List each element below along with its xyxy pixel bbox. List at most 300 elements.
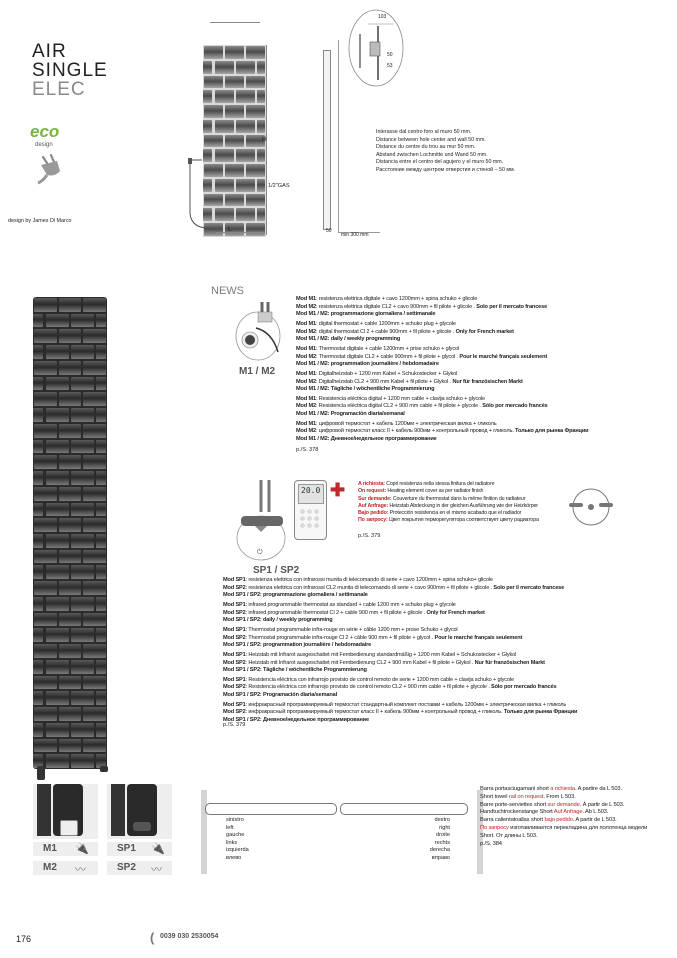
towel-text: . Ab L 503. bbox=[582, 809, 609, 816]
spec-line bbox=[223, 709, 577, 717]
spec-line bbox=[223, 635, 577, 643]
towel-highlight: По запросу bbox=[480, 824, 509, 831]
radiator-tile bbox=[246, 164, 265, 177]
radiator-tile bbox=[83, 581, 106, 595]
spec-note: Only for French market bbox=[454, 328, 514, 335]
radiator-tile bbox=[246, 105, 265, 118]
radiator-tile bbox=[71, 723, 94, 737]
spec-group bbox=[223, 577, 577, 600]
spec-code: Mod M1 / M2 bbox=[296, 411, 328, 418]
spec-text: : инфракрасный программируемый термостат стандартный комплект поставки + кабель 1200мм + электрическая вилка + гликоль bbox=[245, 701, 567, 708]
phone-number: 0039 030 2530054 bbox=[160, 933, 219, 940]
radiator-tile bbox=[96, 314, 106, 328]
finish-label: On request: bbox=[358, 488, 387, 495]
spec-line bbox=[223, 592, 577, 600]
radiator-valve bbox=[37, 766, 45, 780]
svg-text:⏻: ⏻ bbox=[257, 548, 263, 556]
radiator-tile bbox=[83, 298, 106, 312]
spec-code: Mod SP2 bbox=[223, 709, 246, 716]
finish-line bbox=[358, 488, 539, 495]
spec-note: Pour le marché français seulement bbox=[433, 634, 523, 641]
radiator-tile bbox=[71, 503, 94, 517]
spec-group bbox=[296, 396, 588, 419]
radiator-tile bbox=[33, 534, 43, 548]
towel-rail-left bbox=[205, 803, 337, 815]
spec-note: : programmazione giornaliera / settimanale bbox=[327, 311, 436, 318]
spec-text: : цифровой термостат класс II + кабель 900мм + контрольный провод + гликоль. bbox=[315, 428, 514, 435]
news-label: NEWS bbox=[211, 285, 244, 297]
radiator-front-tiles bbox=[203, 45, 266, 237]
towel-text: . À partir de L 503. bbox=[579, 801, 625, 808]
radiator-tile bbox=[257, 90, 266, 103]
m1-label: M1 bbox=[43, 843, 57, 854]
remote-control bbox=[294, 480, 327, 540]
label-L: L bbox=[228, 226, 232, 233]
m-label: M1 / M2 bbox=[239, 366, 276, 377]
spec-code: Mod M1 bbox=[296, 345, 316, 352]
spec-code: Mod SP1 / SP2 bbox=[223, 592, 260, 599]
spec-line bbox=[223, 627, 577, 635]
spec-note: Pour le marché français seulement bbox=[457, 353, 548, 360]
spec-code: Mod SP1 bbox=[223, 626, 246, 633]
radiator-tile bbox=[34, 518, 57, 532]
radiator-tile bbox=[71, 534, 94, 548]
sp-label: SP1 / SP2 bbox=[253, 565, 300, 576]
radiator-tile bbox=[59, 392, 82, 406]
spec-line bbox=[223, 667, 577, 675]
radiator-tile bbox=[225, 105, 244, 118]
radiator-tile bbox=[34, 361, 57, 375]
spec-note: Sólo por mercado francés bbox=[480, 403, 548, 410]
towel-line bbox=[480, 825, 660, 841]
radiator-tile bbox=[215, 208, 234, 221]
spec-note: Solo per il mercato francese bbox=[474, 303, 548, 310]
sp1-row bbox=[107, 842, 172, 856]
spec-note: : daily / weekly programming bbox=[327, 336, 401, 343]
finish-text: Цвет покрытия терморегулятора соответствует цвету радиатора bbox=[387, 517, 539, 524]
spec-code: Mod M1 bbox=[296, 296, 316, 302]
finish-label: A richiesta: bbox=[358, 481, 385, 487]
title-line-1: AIR bbox=[32, 41, 67, 62]
sp2-row bbox=[107, 861, 172, 875]
spec-code: Mod SP2 bbox=[223, 634, 246, 641]
radiator-tile bbox=[246, 46, 265, 59]
spec-line bbox=[296, 296, 588, 304]
right-word: right bbox=[439, 824, 450, 831]
m2-label: M2 bbox=[43, 862, 57, 873]
sp2-label: SP2 bbox=[117, 862, 136, 873]
radiator-tile bbox=[215, 120, 234, 133]
finish-text: Protección resistencia en el mismo acabado que el radiador bbox=[388, 510, 522, 517]
left-word: sinistro bbox=[226, 817, 244, 823]
spec-line bbox=[223, 577, 577, 585]
radiator-tile bbox=[34, 550, 57, 564]
spec-note: Только для рынка Франции bbox=[502, 709, 578, 716]
radiator-tile bbox=[34, 707, 57, 721]
radiator-tile bbox=[33, 660, 43, 674]
radiator-tile bbox=[34, 392, 57, 406]
radiator-tile bbox=[257, 208, 266, 221]
phone-icon: ( bbox=[150, 930, 155, 945]
finish-label: По запросу: bbox=[358, 517, 388, 524]
radiator-tiles bbox=[33, 297, 107, 769]
remote-display-value: 20.0 bbox=[301, 486, 321, 495]
radiator-tile bbox=[71, 660, 94, 674]
eco-text: eco bbox=[30, 122, 60, 141]
radiator-tile bbox=[71, 628, 94, 642]
thumb-sp-bar-1 bbox=[111, 784, 125, 836]
distance-note: Расстояние между центром отверстия и стеной – 50 мм. bbox=[376, 166, 516, 173]
towel-rail-right bbox=[340, 803, 468, 815]
spec-line bbox=[296, 321, 588, 329]
finish-line bbox=[358, 517, 539, 524]
spec-line bbox=[296, 346, 588, 354]
sp1-label: SP1 bbox=[117, 843, 136, 854]
distance-note: Interasse dal centro foro al muro 50 mm. bbox=[376, 129, 472, 135]
spec-note: Nur für französischen Markt bbox=[473, 659, 545, 666]
radiator-tile bbox=[236, 61, 255, 74]
radiator-tile bbox=[71, 377, 94, 391]
spec-code: Mod SP2 bbox=[223, 659, 246, 666]
spec-note: Only for French market bbox=[425, 609, 485, 616]
radiator-tile bbox=[46, 754, 69, 768]
radiator-tile bbox=[33, 503, 43, 517]
radiator-tile bbox=[96, 723, 106, 737]
radiator-tile bbox=[83, 424, 106, 438]
radiator-tile bbox=[34, 644, 57, 658]
radiator-tile bbox=[204, 76, 223, 89]
radiator-tile bbox=[96, 408, 106, 422]
finish-label: Bajo pedido: bbox=[358, 510, 389, 517]
towel-line bbox=[480, 817, 660, 825]
spec-group bbox=[296, 346, 588, 369]
radiator-tile bbox=[59, 424, 82, 438]
m-page-ref: p./S. 378 bbox=[296, 447, 319, 453]
title-line-2: SINGLE bbox=[32, 60, 108, 81]
radiator-tile bbox=[83, 644, 106, 658]
radiator-tile bbox=[257, 61, 266, 74]
radiator-tile bbox=[257, 179, 266, 192]
spec-text: : Resistencia eléctrica digital + 1200 mm cable + clavija schuko + glycole bbox=[315, 395, 485, 402]
radiator-tile bbox=[46, 723, 69, 737]
radiator-tile bbox=[203, 61, 212, 74]
spec-group bbox=[223, 677, 577, 700]
spec-line bbox=[223, 677, 577, 685]
towel-text: Handtuchtrockenstange Short bbox=[480, 809, 554, 816]
spec-code: Mod M2 bbox=[296, 378, 316, 385]
distance-notes bbox=[376, 129, 515, 175]
dim-50: 50 bbox=[387, 52, 393, 58]
radiator-tile bbox=[71, 691, 94, 705]
spec-text: : Thermostat programmable infra-rouge Cl 2 + câble 900 mm + fil pilote + glycol . bbox=[245, 634, 434, 641]
radiator-tile bbox=[246, 223, 265, 236]
m1-row bbox=[33, 842, 98, 856]
finish-text: Heating element cover as per radiator finish bbox=[386, 488, 484, 495]
phone-block bbox=[150, 931, 230, 945]
spec-text: : infrared programmable thermostat as standard + cable 1200 mm + schuko plug + glycole bbox=[245, 601, 456, 608]
radiator-tile bbox=[59, 739, 82, 753]
towel-page-ref: p./S. 384 bbox=[480, 840, 502, 847]
spec-line bbox=[296, 329, 588, 337]
spec-code: Mod SP1 / SP2 bbox=[223, 667, 260, 674]
spec-text: : Thermostat programmable infra-rouge en série + câble 1200 mm + prose Schuko + glycol bbox=[245, 626, 458, 633]
radiator-tile bbox=[33, 314, 43, 328]
radiator-tile bbox=[96, 660, 106, 674]
right-word: droite bbox=[436, 832, 450, 839]
towel-text: изготавливается перекладина для полотенца модели Short. От длины L 503. bbox=[480, 824, 648, 839]
radiator-tile bbox=[59, 298, 82, 312]
radiator-tile bbox=[83, 550, 106, 564]
radiator-tile bbox=[34, 676, 57, 690]
finish-line bbox=[358, 481, 539, 488]
right-word: derecha bbox=[429, 847, 450, 854]
finish-line bbox=[358, 510, 539, 517]
left-word: влево bbox=[226, 854, 242, 861]
spec-line bbox=[223, 692, 577, 700]
remote-buttons bbox=[299, 508, 321, 528]
radiator-tile bbox=[46, 440, 69, 454]
finish-label: Sur demande: bbox=[358, 495, 392, 502]
spec-code: Mod SP1 bbox=[223, 651, 246, 658]
spec-text: : resistenza elettrica con infrarossi munita di telecomando di serie + cavo 1200mm + spina schuko+ glicole bbox=[245, 577, 493, 583]
radiator-tile bbox=[83, 487, 106, 501]
page-number: 176 bbox=[16, 934, 32, 944]
radiator-tile bbox=[96, 628, 106, 642]
towel-highlight: a richiesta bbox=[550, 786, 576, 792]
spec-group bbox=[296, 371, 588, 394]
radiator-tile bbox=[46, 660, 69, 674]
left-word: izquierda bbox=[226, 847, 249, 854]
spec-line bbox=[223, 684, 577, 692]
spec-code: Mod SP1 / SP2 bbox=[223, 717, 260, 724]
towel-text: . From L 503. bbox=[543, 793, 576, 800]
radiator-tile bbox=[71, 597, 94, 611]
radiator-tile bbox=[96, 691, 106, 705]
radiator-tile bbox=[225, 164, 244, 177]
radiator-tile bbox=[46, 503, 69, 517]
spec-line bbox=[296, 304, 588, 312]
spec-code: Mod M2 bbox=[296, 428, 316, 435]
radiator-tile bbox=[59, 676, 82, 690]
radiator-tile bbox=[34, 298, 57, 312]
radiator-tile bbox=[46, 691, 69, 705]
spec-code: Mod SP1 / SP2 bbox=[223, 617, 260, 624]
plus-icon: ✚ bbox=[330, 480, 346, 500]
spec-note: Только для рынка Франции bbox=[513, 428, 589, 435]
spec-code: Mod M2 bbox=[296, 303, 316, 310]
spec-code: Mod M1 bbox=[296, 370, 316, 377]
radiator-tile bbox=[46, 471, 69, 485]
spec-text: : Digitalheizstab CL2 + 900 mm Kabel + fil pilote + Glykol . bbox=[315, 378, 452, 385]
radiator-tile bbox=[34, 329, 57, 343]
towel-highlight: sur demande bbox=[547, 801, 580, 808]
radiator-tile bbox=[236, 179, 255, 192]
radiator-tile bbox=[33, 345, 43, 359]
radiator-tile bbox=[246, 194, 265, 207]
spec-text: : Resistencia eléctrica con infrarrojo provisto de control remoto de serie + 1200 mm cable + clavija schuko + glycole bbox=[245, 676, 514, 683]
label-50: 50 bbox=[326, 228, 332, 234]
spec-code: Mod SP1 bbox=[223, 577, 246, 583]
towel-text: Barra portasciugamani short bbox=[480, 786, 551, 792]
distance-note: Distance between hole center and wall 50 mm. bbox=[376, 136, 486, 143]
spec-group bbox=[296, 421, 588, 444]
radiator-tile bbox=[59, 329, 82, 343]
radiator-tile bbox=[225, 46, 244, 59]
radiator-tile bbox=[46, 408, 69, 422]
label-gas: 1/2"GAS bbox=[268, 183, 290, 189]
m-description bbox=[296, 296, 588, 446]
spec-text: : resistenza elettrica digitale + cavo 1200mm + spina schuko + glicole bbox=[315, 296, 478, 302]
radiator-tile bbox=[257, 149, 266, 162]
finish-line bbox=[358, 503, 539, 510]
radiator-tile bbox=[59, 644, 82, 658]
spec-line bbox=[223, 642, 577, 650]
spec-line bbox=[296, 371, 588, 379]
left-word: left bbox=[226, 824, 234, 831]
spec-group bbox=[296, 296, 588, 319]
spec-text: : digital thermostat Cl 2 + cable 900mm + fil pilote + glicole . bbox=[315, 328, 455, 335]
spec-code: Mod M1 bbox=[296, 320, 316, 327]
width-dim-line bbox=[210, 22, 260, 23]
radiator-tile bbox=[236, 208, 255, 221]
left-word: gauche bbox=[226, 832, 245, 839]
spec-code: Mod M2 bbox=[296, 353, 316, 360]
spec-code: Mod SP2 bbox=[223, 609, 246, 616]
radiator-tile bbox=[236, 149, 255, 162]
towel-text: Short towel bbox=[480, 793, 509, 800]
spec-note: : daily / weekly programming bbox=[259, 617, 333, 624]
spec-text: : resistenza elettrica digitale CL2 + cavo 900mm + fil pilote + glicole . bbox=[315, 303, 475, 310]
radiator-tile bbox=[59, 487, 82, 501]
radiator-tile bbox=[34, 739, 57, 753]
radiator-tile bbox=[59, 455, 82, 469]
radiator-tile bbox=[71, 408, 94, 422]
plug-icon: 🔌 bbox=[75, 843, 89, 855]
radiator-tile bbox=[34, 613, 57, 627]
radiator-tile bbox=[96, 377, 106, 391]
spec-code: Mod M1 / M2 bbox=[296, 336, 328, 343]
radiator-tile bbox=[59, 581, 82, 595]
radiator-tile bbox=[59, 518, 82, 532]
spec-code: Mod M2 bbox=[296, 328, 316, 335]
wire-icon: 〰 bbox=[75, 864, 86, 876]
radiator-tile bbox=[33, 597, 43, 611]
radiator-tile bbox=[203, 90, 212, 103]
left-words bbox=[226, 817, 249, 863]
spec-text: : Digitalheizstab + 1200 mm Kabel + Schukostecker + Glykol bbox=[315, 370, 458, 377]
spec-note: : programmazione giornaliera / settimanale bbox=[259, 592, 368, 599]
spec-note: : programmation journalière / hebdomadaire bbox=[259, 642, 372, 649]
radiator-tile bbox=[96, 471, 106, 485]
distance-note: Distance du centre du trou au mur 50 mm. bbox=[376, 144, 476, 151]
spec-line bbox=[223, 617, 577, 625]
plug-icon bbox=[35, 153, 65, 185]
towel-line bbox=[480, 794, 660, 802]
spec-code: Mod M1 / M2 bbox=[296, 436, 328, 443]
radiator-tile bbox=[46, 597, 69, 611]
radiator-tile bbox=[225, 194, 244, 207]
towel-text: . A partir de L 503. bbox=[572, 817, 617, 824]
radiator-tile bbox=[236, 120, 255, 133]
designer-credit: design by James Di Marco bbox=[8, 218, 72, 224]
thumb-m-bar-1 bbox=[37, 784, 51, 836]
cover-plate-illustration bbox=[567, 483, 615, 531]
radiator-tile bbox=[96, 503, 106, 517]
sp-page-ref: p./S. 379 bbox=[223, 722, 246, 728]
radiator-tile bbox=[33, 408, 43, 422]
finish-text: Couverture du thermostat dans la même finition du radiateur bbox=[391, 495, 526, 502]
finish-label: Auf Anfrage: bbox=[358, 502, 389, 509]
spec-line bbox=[296, 411, 588, 419]
radiator-tile bbox=[257, 120, 266, 133]
radiator-tile bbox=[71, 314, 94, 328]
spec-code: Mod M1 / M2 bbox=[296, 311, 328, 318]
spec-line bbox=[296, 311, 588, 319]
radiator-tile bbox=[33, 377, 43, 391]
length-dim-line bbox=[216, 232, 264, 233]
spec-group bbox=[223, 652, 577, 675]
radiator-tile bbox=[71, 471, 94, 485]
radiator-tile bbox=[246, 76, 265, 89]
finish-notes bbox=[358, 481, 539, 525]
finish-page-ref: p./S. 379 bbox=[358, 533, 381, 539]
spec-line bbox=[296, 361, 588, 369]
radiator-tile bbox=[59, 613, 82, 627]
spec-line bbox=[296, 403, 588, 411]
radiator-tile bbox=[71, 754, 94, 768]
radiator-tile bbox=[33, 723, 43, 737]
radiator-tile bbox=[96, 565, 106, 579]
spec-code: Mod SP1 / SP2 bbox=[223, 642, 260, 649]
finish-text: Copri resistenza nella stessa finitura del radiatore bbox=[384, 481, 495, 487]
spec-line bbox=[223, 652, 577, 660]
spec-text: : digital thermostat + cable 1200mm + schuko plug + glycole bbox=[315, 320, 456, 327]
towel-notes bbox=[480, 786, 660, 848]
spec-group bbox=[296, 321, 588, 344]
spec-code: Mod M1 bbox=[296, 420, 316, 427]
right-word: destro bbox=[434, 817, 450, 823]
towel-highlight: rail on request bbox=[508, 793, 544, 800]
spec-note: : Programación diaria/semanal bbox=[259, 692, 338, 699]
spec-text: : infrared programmable thermostat Cl 2 + cable 900 mm + fil pilote + glicole . bbox=[245, 609, 426, 616]
radiator-tile bbox=[204, 135, 223, 148]
spec-line bbox=[296, 336, 588, 344]
wall-line bbox=[338, 40, 339, 232]
thumb-sp-device bbox=[133, 822, 151, 831]
spec-text: : Thermostat digitale + cable 1200mm + prise schuko + glycol bbox=[315, 345, 460, 352]
radiator-tile bbox=[34, 581, 57, 595]
spec-note: : Programación diaria/semanal bbox=[327, 411, 405, 418]
radiator-tile bbox=[71, 440, 94, 454]
label-H: H bbox=[262, 136, 267, 143]
spec-code: Mod M1 / M2 bbox=[296, 361, 328, 368]
spec-line bbox=[223, 585, 577, 593]
spec-line bbox=[296, 379, 588, 387]
spec-code: Mod SP1 / SP2 bbox=[223, 692, 260, 699]
spec-text: : Thermostat digitale CL2 + cable 900mm + fil pilote + glycol . bbox=[315, 353, 458, 360]
radiator-tile bbox=[83, 676, 106, 690]
distance-note: Abstand zwischen Lochmitte und Wand 50 mm. bbox=[376, 151, 488, 158]
radiator-tile bbox=[33, 471, 43, 485]
spec-line bbox=[296, 396, 588, 404]
radiator-tile bbox=[96, 440, 106, 454]
radiator-tile bbox=[96, 597, 106, 611]
radiator-side-drawing bbox=[323, 50, 331, 230]
radiator-tile bbox=[59, 707, 82, 721]
radiator-tile bbox=[46, 565, 69, 579]
radiator-tile bbox=[215, 90, 234, 103]
towel-line bbox=[480, 809, 660, 817]
